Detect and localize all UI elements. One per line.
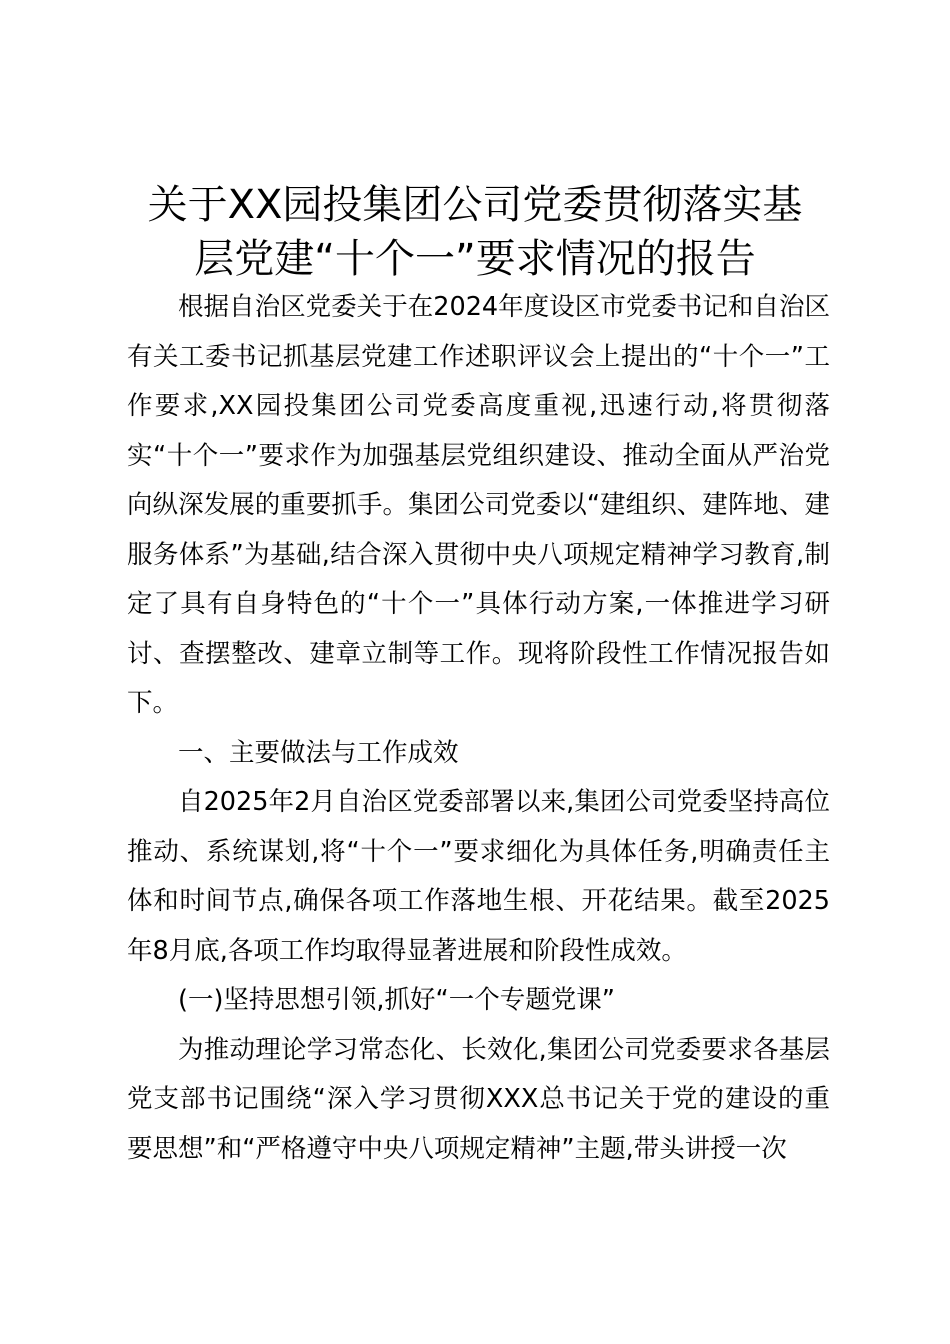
- document-body: [127, 283, 830, 1174]
- subsection-heading-1: (一)坚持思想引领,抓好“一个专题党课”: [178, 985, 615, 1015]
- document-title: [100, 178, 850, 286]
- section-heading-1: 一、主要做法与工作成效: [178, 737, 459, 768]
- subsection-paragraph-1: 为推动理论学习常态化、长效化,集团公司党委要求各基层党支部书记围绕“深入学习贯彻XXX总书记关于党的建设的重要思想”和“严格遵守中央八项规定精神”主题,带头讲授一次: [127, 1034, 830, 1164]
- section-paragraph-1: 自2025年2月自治区党委部署以来,集团公司党委坚持高位推动、系统谋划,将“十个一”要求细化为具体任务,明确责任主体和时间节点,确保各项工作落地生根、开花结果。截至2025年8月底,各项工作均取得显著进展和阶段性成效。: [127, 787, 830, 966]
- intro-paragraph: 根据自治区党委关于在2024年度设区市党委书记和自治区有关工委书记抓基层党建工作述职评议会上提出的“十个一”工作要求,XX园投集团公司党委高度重视,迅速行动,将贯彻落实“十个一”要求作为加强基层党组织建设、推动全面从严治党向纵深发展的重要抓手。集团公司党委以“建组织、建阵地、建服务体系”为基础,结合深入贯彻中央八项规定精神学习教育,制定了具有自身特色的“十个一”具体行动方案,一体推进学习研讨、查摆整改、建章立制等工作。现将阶段性工作情况报告如下。: [127, 292, 830, 718]
- title-line-1: 关于XX园投集团公司党委贯彻落实基: [147, 182, 803, 228]
- title-line-2: 层党建“十个一”要求情况的报告: [194, 236, 756, 282]
